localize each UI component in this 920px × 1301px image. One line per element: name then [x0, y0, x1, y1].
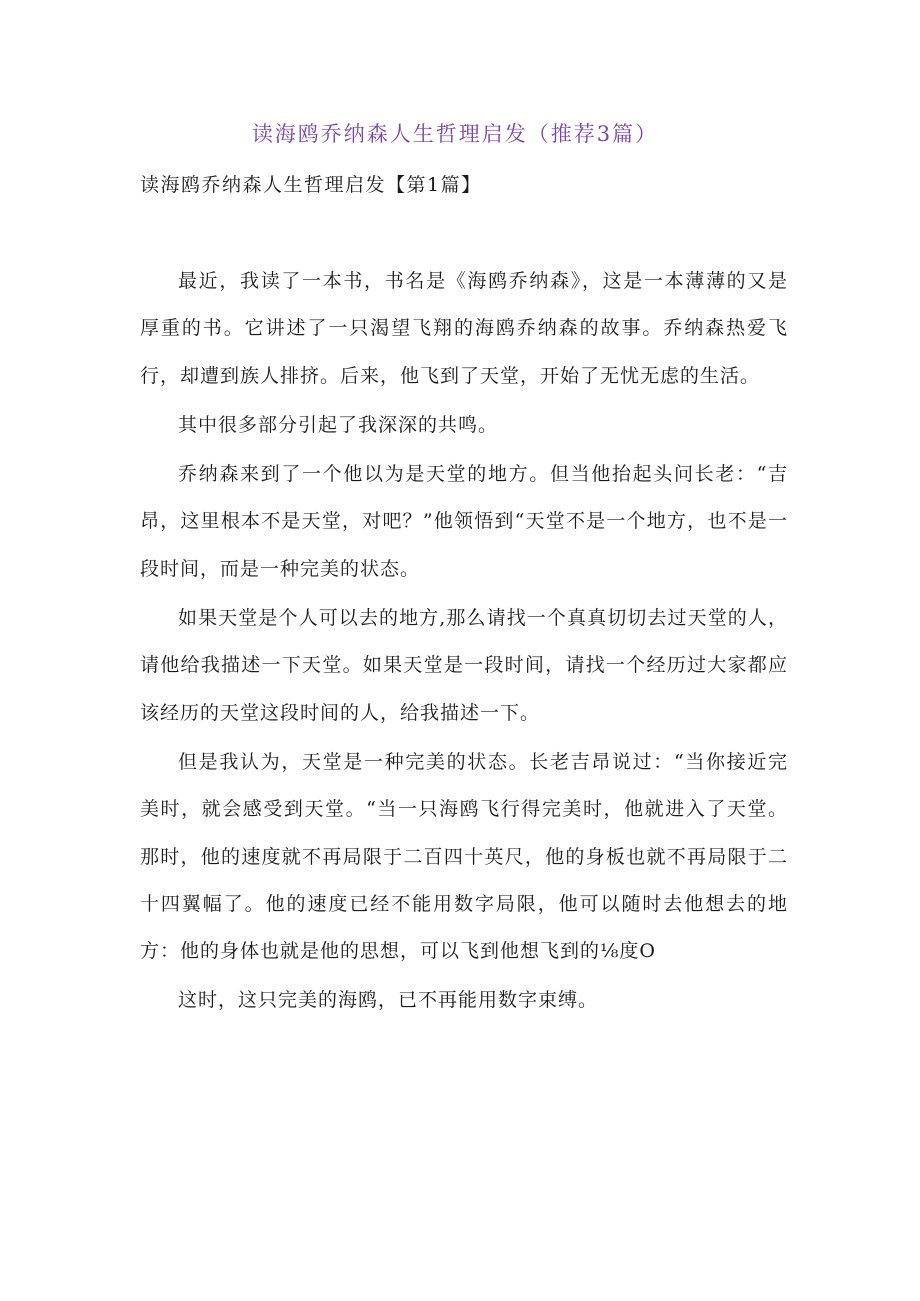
- document-body: [140, 258, 788, 1027]
- paragraph: 但是我认为，天堂是一种完美的状态。长老吉昂说过：“当你接近完美时，就会感受到天堂。“当一只海鸥飞行得完美时，他就进入了天堂。那时，他的速度就不再局限于二百四十英尺，他的身板也就不再局限于二十四翼幅了。他的速度已经不能用数字局限，他可以随时去他想去的地方：他的身体也就是他的思想，可以飞到他想飞到的⅛度O: [140, 750, 788, 963]
- paragraph: 乔纳森来到了一个他以为是天堂的地方。但当他抬起头问长老：“吉昂，这里根本不是天堂，对吧？”他领悟到“天堂不是一个地方，也不是一段时间，而是一种完美的状态。: [140, 463, 788, 580]
- paragraph: 如果天堂是个人可以去的地方,那么请找一个真真切切去过天堂的人，请他给我描述一下天堂。如果天堂是一段时间，请找一个经历过大家都应该经历的天堂这段时间的人，给我描述一下。: [140, 607, 788, 724]
- paragraph: 这时，这只完美的海鸥，已不再能用数字束缚。: [178, 989, 599, 1012]
- paragraph: 其中很多部分引起了我深深的共鸣。: [178, 413, 499, 436]
- document-title: 读海鸥乔纳森人生哲理启发（推荐3篇）: [251, 122, 659, 146]
- section-heading: 读海鸥乔纳森人生哲理启发【第1篇】: [140, 174, 482, 196]
- paragraph: 最近，我读了一本书，书名是《海鸥乔纳森》，这是一本薄薄的又是厚重的书。它讲述了一只渴望飞翔的海鸥乔纳森的故事。乔纳森热爱飞行，却遭到族人排挤。后来，他飞到了天堂，开始了无忧无虑的生活。: [140, 270, 788, 387]
